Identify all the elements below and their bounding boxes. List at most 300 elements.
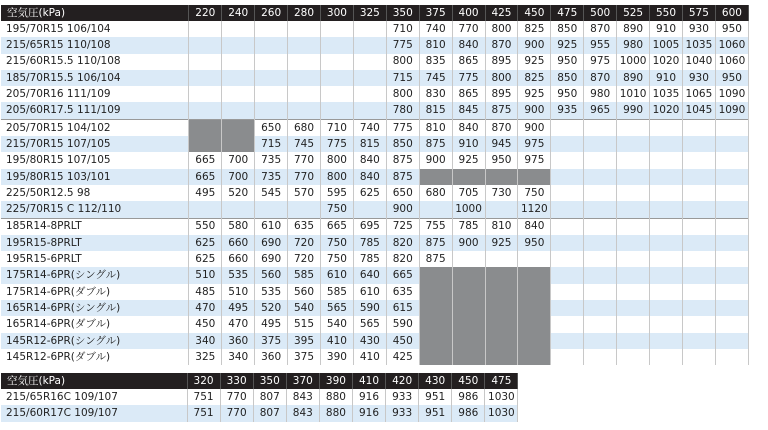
load-value-cell: 925	[518, 54, 551, 70]
load-value-cell: 800	[320, 169, 353, 185]
load-value-cell: 916	[352, 405, 385, 421]
load-value-cell	[617, 201, 650, 218]
load-value-cell: 635	[288, 218, 321, 235]
load-value-cell	[650, 333, 683, 349]
load-value-cell: 1040	[682, 54, 715, 70]
load-value-cell	[551, 152, 584, 168]
load-value-cell	[353, 70, 386, 86]
load-value-cell	[650, 251, 683, 267]
load-value-cell: 830	[419, 86, 452, 102]
load-value-cell: 895	[485, 86, 518, 102]
tire-size-cell: 225/50R12.5 98	[1, 185, 189, 201]
tire-size-cell: 215/65R15 110/108	[1, 37, 189, 53]
load-value-cell	[715, 185, 748, 201]
load-value-cell	[288, 54, 321, 70]
load-value-cell	[255, 70, 288, 86]
load-value-cell	[222, 21, 255, 37]
load-value-cell	[650, 349, 683, 365]
load-value-cell	[682, 235, 715, 251]
load-value-cell: 1090	[715, 102, 748, 119]
load-value-cell: 695	[353, 218, 386, 235]
header-pressure: 475	[551, 5, 584, 21]
tire-size-cell: 215/70R15 107/105	[1, 136, 189, 152]
load-value-cell	[584, 349, 617, 365]
header-pressure: 350	[386, 5, 419, 21]
load-value-cell: 951	[419, 405, 452, 421]
load-value-cell	[584, 185, 617, 201]
tire-size-cell: 145R12-6PR(シングル)	[1, 333, 189, 349]
load-value-cell	[617, 119, 650, 136]
load-value-cell: 495	[222, 300, 255, 316]
tire-size-cell: 195R15-8PRLT	[1, 235, 189, 251]
load-value-cell: 700	[222, 152, 255, 168]
load-value-cell: 1090	[715, 86, 748, 102]
header-pressure: 320	[187, 373, 220, 389]
load-value-cell	[189, 136, 222, 152]
load-value-cell	[551, 267, 584, 283]
table-row	[1, 201, 749, 218]
load-value-cell	[222, 54, 255, 70]
load-value-cell: 1060	[715, 37, 748, 53]
load-value-cell: 751	[187, 389, 220, 405]
load-value-cell: 700	[222, 169, 255, 185]
table-row	[1, 169, 749, 185]
header-pressure: 375	[419, 5, 452, 21]
load-value-cell: 665	[320, 218, 353, 235]
load-value-cell: 750	[320, 201, 353, 218]
load-value-cell: 610	[320, 267, 353, 283]
load-value-cell	[419, 333, 452, 349]
load-value-cell	[682, 300, 715, 316]
load-value-cell: 890	[617, 21, 650, 37]
load-value-cell: 770	[220, 389, 253, 405]
header-pressure: 330	[220, 373, 253, 389]
load-value-cell: 1035	[650, 86, 683, 102]
load-value-cell: 610	[353, 284, 386, 300]
load-value-cell: 770	[452, 21, 485, 37]
load-value-cell	[419, 349, 452, 365]
load-value-cell: 870	[584, 70, 617, 86]
load-value-cell: 835	[419, 54, 452, 70]
table-row	[1, 218, 749, 235]
load-value-cell	[551, 316, 584, 332]
header-pressure: 350	[253, 373, 286, 389]
load-value-cell	[551, 185, 584, 201]
load-value-cell: 900	[452, 235, 485, 251]
load-value-cell	[320, 102, 353, 119]
load-value-cell: 625	[189, 235, 222, 251]
load-value-cell	[715, 201, 748, 218]
load-value-cell	[617, 300, 650, 316]
table-header-row	[1, 373, 518, 389]
load-value-cell	[715, 152, 748, 168]
load-value-cell: 745	[288, 136, 321, 152]
load-value-cell: 680	[288, 119, 321, 136]
load-value-cell: 910	[650, 21, 683, 37]
load-value-cell	[419, 300, 452, 316]
load-value-cell: 580	[222, 218, 255, 235]
load-value-cell: 1020	[650, 54, 683, 70]
load-value-cell	[485, 284, 518, 300]
load-value-cell: 660	[222, 235, 255, 251]
load-value-cell: 585	[288, 267, 321, 283]
load-value-cell: 770	[288, 169, 321, 185]
load-value-cell: 875	[386, 169, 419, 185]
load-value-cell: 843	[286, 389, 319, 405]
load-value-cell	[452, 316, 485, 332]
load-value-cell: 585	[320, 284, 353, 300]
tire-size-cell: 185/70R15.5 106/104	[1, 70, 189, 86]
header-pressure: 220	[189, 5, 222, 21]
header-label: 空気圧(kPa)	[1, 5, 189, 21]
header-pressure: 430	[419, 373, 452, 389]
load-value-cell	[715, 267, 748, 283]
table-row	[1, 300, 749, 316]
load-value-cell	[255, 86, 288, 102]
load-value-cell	[320, 54, 353, 70]
load-value-cell: 715	[386, 70, 419, 86]
load-value-cell	[419, 169, 452, 185]
load-value-cell: 470	[189, 300, 222, 316]
load-value-cell	[320, 86, 353, 102]
load-value-cell: 540	[288, 300, 321, 316]
load-value-cell: 1065	[682, 86, 715, 102]
load-value-cell: 800	[386, 86, 419, 102]
load-value-cell: 590	[386, 316, 419, 332]
load-value-cell	[650, 201, 683, 218]
header-pressure: 410	[352, 373, 385, 389]
load-value-cell: 615	[386, 300, 419, 316]
load-value-cell	[288, 37, 321, 53]
load-value-cell	[419, 316, 452, 332]
table-row	[1, 284, 749, 300]
load-value-cell	[715, 251, 748, 267]
load-value-cell: 565	[353, 316, 386, 332]
load-value-cell: 980	[617, 37, 650, 53]
load-value-cell: 550	[189, 218, 222, 235]
load-value-cell	[584, 267, 617, 283]
tire-size-cell: 145R12-6PR(ダブル)	[1, 349, 189, 365]
load-value-cell: 725	[386, 218, 419, 235]
load-value-cell: 875	[419, 235, 452, 251]
load-value-cell	[682, 169, 715, 185]
load-value-cell	[715, 136, 748, 152]
load-value-cell: 660	[222, 251, 255, 267]
load-value-cell	[584, 201, 617, 218]
load-value-cell: 900	[518, 37, 551, 53]
header-pressure: 300	[320, 5, 353, 21]
load-value-cell	[551, 235, 584, 251]
load-value-cell: 850	[386, 136, 419, 152]
load-value-cell	[617, 284, 650, 300]
header-pressure: 425	[485, 5, 518, 21]
table-row	[1, 267, 749, 283]
load-value-cell: 360	[255, 349, 288, 365]
table-row	[1, 185, 749, 201]
load-value-cell: 820	[386, 235, 419, 251]
load-value-cell: 710	[386, 21, 419, 37]
load-value-cell	[551, 300, 584, 316]
load-value-cell: 870	[485, 119, 518, 136]
load-value-cell	[682, 152, 715, 168]
load-value-cell	[518, 267, 551, 283]
load-value-cell: 570	[288, 185, 321, 201]
load-value-cell	[419, 284, 452, 300]
load-value-cell: 1045	[682, 102, 715, 119]
tire-size-cell: 165R14-6PR(ダブル)	[1, 316, 189, 332]
load-value-cell: 751	[187, 405, 220, 421]
load-value-cell: 750	[320, 251, 353, 267]
load-value-cell	[222, 201, 255, 218]
load-value-cell: 875	[386, 152, 419, 168]
load-value-cell: 840	[353, 169, 386, 185]
load-value-cell: 880	[319, 405, 352, 421]
load-value-cell	[584, 284, 617, 300]
load-value-cell	[551, 201, 584, 218]
load-value-cell	[584, 152, 617, 168]
load-value-cell: 770	[220, 405, 253, 421]
load-value-cell: 1020	[650, 102, 683, 119]
load-value-cell	[617, 333, 650, 349]
load-value-cell	[682, 201, 715, 218]
load-value-cell	[682, 267, 715, 283]
load-value-cell	[452, 333, 485, 349]
load-value-cell	[617, 267, 650, 283]
load-value-cell	[222, 136, 255, 152]
load-value-cell: 1000	[452, 201, 485, 218]
load-value-cell	[419, 201, 452, 218]
load-value-cell: 470	[222, 316, 255, 332]
load-value-cell	[452, 284, 485, 300]
load-value-cell: 950	[551, 54, 584, 70]
load-value-cell	[485, 316, 518, 332]
load-value-cell	[255, 54, 288, 70]
load-value-cell	[255, 102, 288, 119]
tire-size-cell: 215/60R15.5 110/108	[1, 54, 189, 70]
load-value-cell: 850	[551, 21, 584, 37]
load-value-cell: 975	[518, 152, 551, 168]
load-value-cell	[617, 251, 650, 267]
table-row	[1, 152, 749, 168]
load-value-cell: 710	[320, 119, 353, 136]
load-value-cell: 975	[584, 54, 617, 70]
load-value-cell: 510	[189, 267, 222, 283]
load-value-cell	[320, 21, 353, 37]
load-value-cell: 865	[452, 54, 485, 70]
load-value-cell	[650, 152, 683, 168]
load-value-cell: 840	[353, 152, 386, 168]
load-value-cell: 800	[386, 54, 419, 70]
load-value-cell: 925	[485, 235, 518, 251]
tire-size-cell: 195/80R15 103/101	[1, 169, 189, 185]
load-value-cell	[288, 201, 321, 218]
load-value-cell: 780	[386, 102, 419, 119]
load-value-cell: 545	[255, 185, 288, 201]
load-value-cell	[288, 86, 321, 102]
load-value-cell	[617, 235, 650, 251]
load-value-cell: 800	[485, 21, 518, 37]
load-value-cell: 1000	[617, 54, 650, 70]
load-value-cell: 495	[255, 316, 288, 332]
load-value-cell: 510	[222, 284, 255, 300]
load-value-cell	[222, 119, 255, 136]
header-pressure: 600	[715, 5, 748, 21]
load-value-cell	[682, 251, 715, 267]
load-value-cell: 340	[189, 333, 222, 349]
load-value-cell: 925	[551, 37, 584, 53]
load-value-cell: 840	[518, 218, 551, 235]
load-value-cell: 951	[419, 389, 452, 405]
load-value-cell	[584, 316, 617, 332]
load-value-cell	[551, 119, 584, 136]
load-value-cell	[682, 218, 715, 235]
pressure-table-commercial	[1, 373, 518, 422]
load-value-cell	[485, 169, 518, 185]
load-value-cell	[715, 284, 748, 300]
load-value-cell	[485, 333, 518, 349]
load-value-cell: 625	[353, 185, 386, 201]
load-value-cell	[518, 333, 551, 349]
load-value-cell	[452, 349, 485, 365]
load-value-cell	[255, 37, 288, 53]
load-value-cell: 890	[617, 70, 650, 86]
load-value-cell: 680	[419, 185, 452, 201]
load-value-cell	[353, 54, 386, 70]
load-value-cell	[288, 21, 321, 37]
load-value-cell: 950	[715, 70, 748, 86]
load-value-cell	[682, 284, 715, 300]
load-value-cell	[682, 349, 715, 365]
load-value-cell	[189, 37, 222, 53]
load-value-cell	[617, 169, 650, 185]
pressure-table-main	[1, 5, 749, 365]
header-pressure: 575	[682, 5, 715, 21]
load-value-cell	[551, 169, 584, 185]
load-value-cell: 825	[518, 21, 551, 37]
load-value-cell	[452, 251, 485, 267]
load-value-cell	[255, 21, 288, 37]
load-value-cell: 740	[419, 21, 452, 37]
tire-size-cell: 205/70R16 111/109	[1, 86, 189, 102]
load-value-cell	[288, 102, 321, 119]
header-label: 空気圧(kPa)	[1, 373, 187, 389]
load-value-cell	[682, 316, 715, 332]
load-value-cell: 910	[452, 136, 485, 152]
load-value-cell	[617, 218, 650, 235]
load-value-cell	[551, 218, 584, 235]
load-value-cell: 690	[255, 251, 288, 267]
table-row	[1, 136, 749, 152]
load-value-cell: 807	[253, 389, 286, 405]
load-value-cell: 495	[189, 185, 222, 201]
header-pressure: 450	[518, 5, 551, 21]
load-value-cell: 410	[320, 333, 353, 349]
load-value-cell: 775	[320, 136, 353, 152]
header-pressure: 390	[319, 373, 352, 389]
load-value-cell: 820	[386, 251, 419, 267]
load-value-cell: 750	[320, 235, 353, 251]
load-value-cell: 933	[386, 405, 419, 421]
load-value-cell	[353, 102, 386, 119]
load-value-cell	[353, 201, 386, 218]
load-value-cell	[650, 300, 683, 316]
load-value-cell	[551, 284, 584, 300]
load-value-cell	[650, 169, 683, 185]
load-value-cell: 755	[419, 218, 452, 235]
table-row	[1, 389, 518, 405]
table-row	[1, 54, 749, 70]
load-value-cell: 590	[353, 300, 386, 316]
table-row	[1, 349, 749, 365]
load-value-cell: 535	[255, 284, 288, 300]
header-pressure: 400	[452, 5, 485, 21]
header-pressure: 525	[617, 5, 650, 21]
load-value-cell: 595	[320, 185, 353, 201]
load-value-cell	[584, 169, 617, 185]
table-row	[1, 70, 749, 86]
load-value-cell: 560	[255, 267, 288, 283]
load-value-cell: 735	[255, 169, 288, 185]
load-value-cell	[320, 70, 353, 86]
load-value-cell: 975	[518, 136, 551, 152]
load-value-cell: 800	[320, 152, 353, 168]
load-value-cell: 635	[386, 284, 419, 300]
header-pressure: 280	[288, 5, 321, 21]
load-value-cell	[485, 349, 518, 365]
load-value-cell: 810	[485, 218, 518, 235]
load-value-cell	[617, 316, 650, 332]
header-pressure: 260	[255, 5, 288, 21]
header-pressure: 450	[452, 373, 485, 389]
load-value-cell	[584, 235, 617, 251]
header-pressure: 370	[286, 373, 319, 389]
tire-size-cell: 185R14-8PRLT	[1, 218, 189, 235]
load-value-cell: 540	[320, 316, 353, 332]
load-value-cell: 930	[682, 70, 715, 86]
load-value-cell: 640	[353, 267, 386, 283]
load-value-cell: 770	[288, 152, 321, 168]
load-value-cell	[584, 218, 617, 235]
load-value-cell: 650	[255, 119, 288, 136]
load-value-cell: 735	[255, 152, 288, 168]
load-value-cell: 807	[253, 405, 286, 421]
load-value-cell	[189, 70, 222, 86]
load-value-cell	[353, 21, 386, 37]
load-value-cell: 810	[419, 37, 452, 53]
tire-size-cell: 225/70R15 C 112/110	[1, 201, 189, 218]
load-value-cell: 775	[386, 119, 419, 136]
load-value-cell	[715, 218, 748, 235]
load-value-cell: 690	[255, 235, 288, 251]
load-value-cell: 485	[189, 284, 222, 300]
load-value-cell: 965	[584, 102, 617, 119]
load-value-cell	[617, 349, 650, 365]
load-value-cell	[617, 136, 650, 152]
table-row	[1, 102, 749, 119]
load-value-cell: 950	[551, 86, 584, 102]
header-pressure: 420	[386, 373, 419, 389]
table-header-row	[1, 5, 749, 21]
tire-size-cell: 165R14-6PR(シングル)	[1, 300, 189, 316]
load-value-cell	[485, 300, 518, 316]
load-value-cell: 520	[255, 300, 288, 316]
load-value-cell: 520	[222, 185, 255, 201]
load-value-cell	[518, 349, 551, 365]
header-pressure: 325	[353, 5, 386, 21]
load-value-cell	[584, 333, 617, 349]
load-value-cell	[584, 251, 617, 267]
table-row	[1, 251, 749, 267]
